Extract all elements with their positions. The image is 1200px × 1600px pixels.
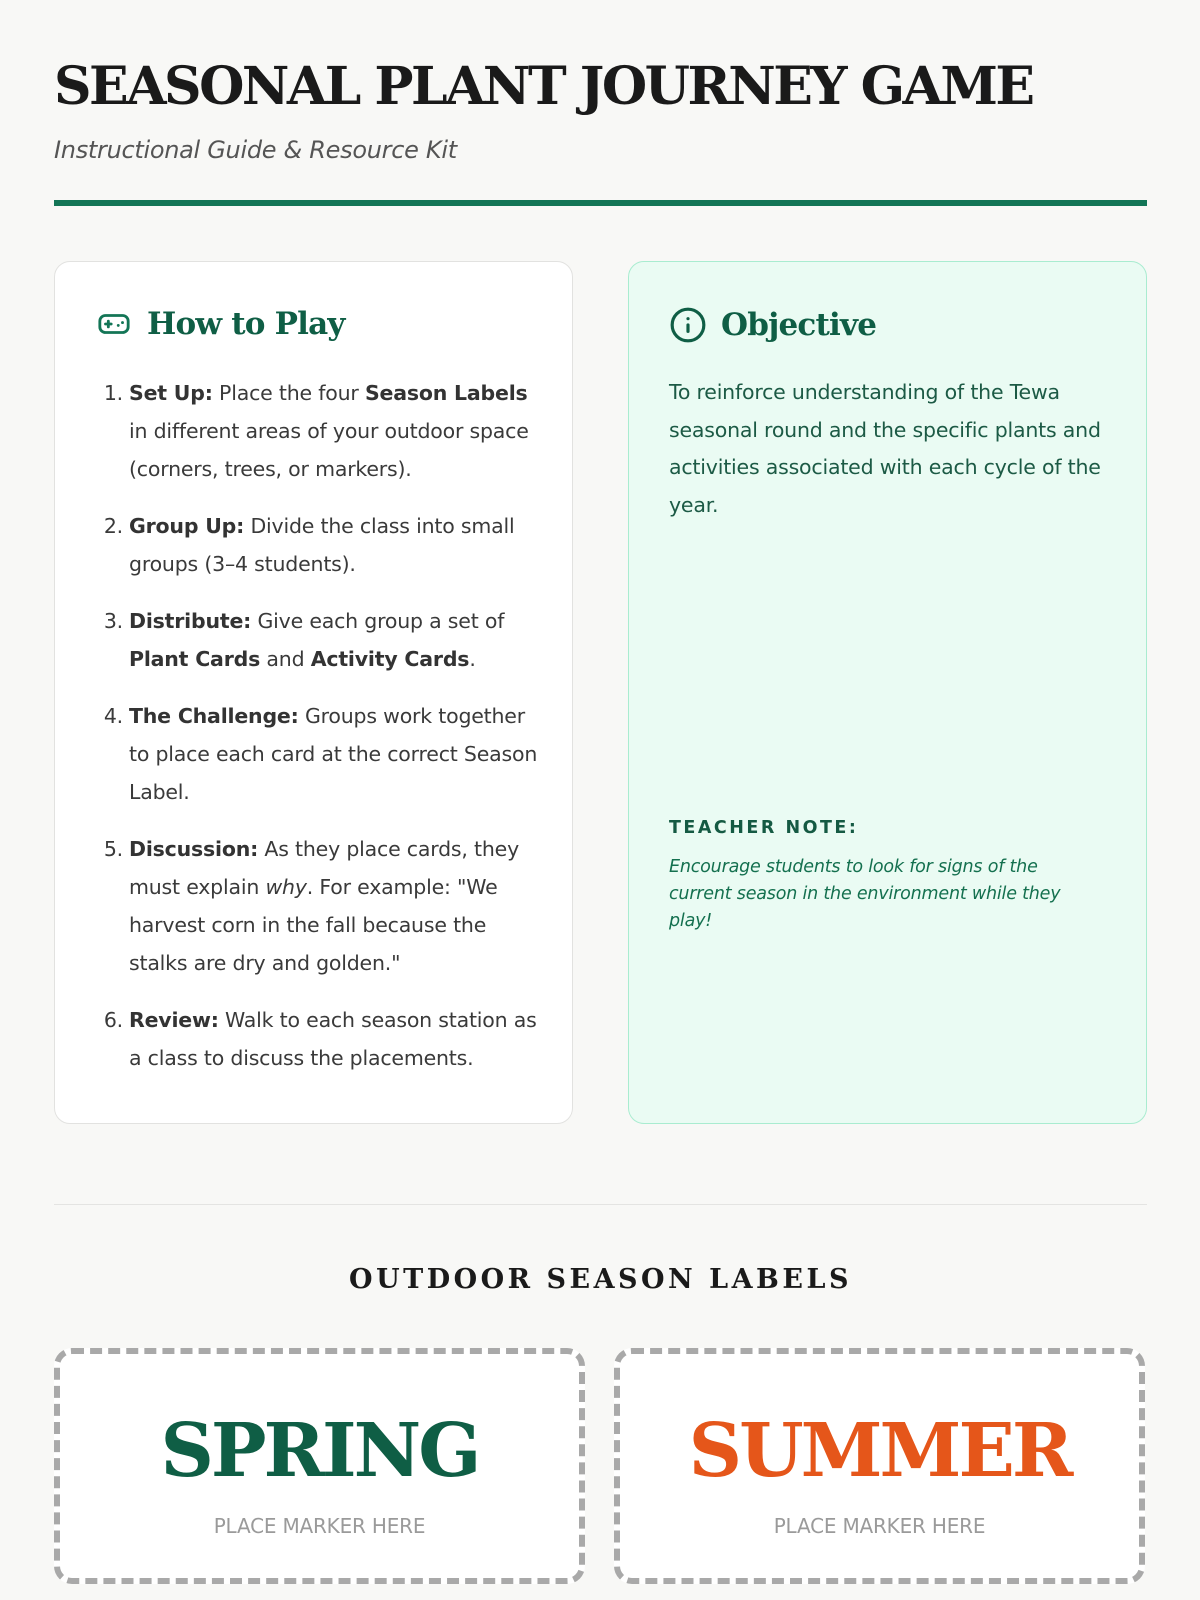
objective-header (669, 306, 876, 344)
objective-heading: Objective (721, 307, 877, 343)
step-text: As they place cards, they must explain (129, 837, 520, 899)
gamepad-icon (95, 307, 133, 341)
step-item (101, 507, 541, 583)
step-number: 5 . (101, 830, 125, 868)
step-text: Group Up: (129, 514, 245, 538)
step-text: Season Labels (364, 381, 528, 405)
step-text: Plant Cards (129, 647, 261, 671)
step-text: in different areas of your outdoor space (corners, trees, or markers). (129, 419, 529, 481)
season-labels-heading: OUTDOOR SEASON LABELS (349, 1264, 852, 1295)
objective-text: To reinforce understanding of the Tewa seasonal round and the specific plants and activities associated with each cycle of the year. (669, 380, 1101, 517)
season-label-summer (614, 1348, 1145, 1584)
info-icon (669, 306, 707, 344)
title-divider (54, 200, 1147, 206)
step-text: why (265, 875, 307, 899)
objective-card (628, 261, 1147, 1124)
step-item (101, 602, 541, 678)
season-marker-text: PLACE MARKER HERE (773, 1514, 986, 1538)
page-title: SEASONAL PLANT JOURNEY GAME (54, 56, 1033, 117)
step-text: Activity Cards (310, 647, 470, 671)
season-marker-text: PLACE MARKER HERE (213, 1514, 426, 1538)
step-text: The Challenge: (129, 704, 299, 728)
step-text: Discussion: (129, 837, 259, 861)
step-text: Place the four (212, 381, 365, 405)
season-name: SUMMER (688, 1408, 1071, 1494)
step-text: Divide the class into small groups (3–4 students). (129, 514, 515, 576)
how-to-play-card (54, 261, 573, 1124)
step-number: 4 . (101, 697, 125, 735)
step-text: Set Up: (129, 381, 213, 405)
step-number: 3 . (101, 602, 125, 640)
step-text: Distribute: (129, 609, 252, 633)
teacher-note-label: TEACHER NOTE: (669, 818, 859, 838)
step-number: 2 . (101, 507, 125, 545)
section-divider (54, 1204, 1147, 1205)
step-text: Review: (129, 1008, 219, 1032)
step-text: . For example: "We harvest corn in the fall because the stalks are dry and golden." (129, 875, 498, 975)
step-number: 6 . (101, 1001, 125, 1039)
step-item (101, 697, 541, 811)
step-item (101, 1001, 541, 1077)
step-text: Groups work together to place each card at the correct Season Label. (129, 704, 538, 804)
season-label-spring (54, 1348, 585, 1584)
step-text: . (469, 647, 476, 671)
page-subtitle: Instructional Guide & Resource Kit (54, 136, 457, 164)
step-number: 1 . (101, 374, 125, 412)
step-item (101, 374, 541, 488)
season-name: SPRING (160, 1408, 479, 1494)
step-text: and (260, 647, 311, 671)
teacher-note-text: Encourage students to look for signs of the current season in the environment while they play! (669, 857, 1061, 931)
step-text: Give each group a set of (251, 609, 505, 633)
step-item (101, 830, 541, 982)
how-to-play-header (95, 306, 345, 342)
how-to-play-heading: How to Play (147, 306, 345, 342)
step-text: Walk to each season station as a class to discuss the placements. (129, 1008, 537, 1070)
steps-list (101, 374, 541, 1096)
